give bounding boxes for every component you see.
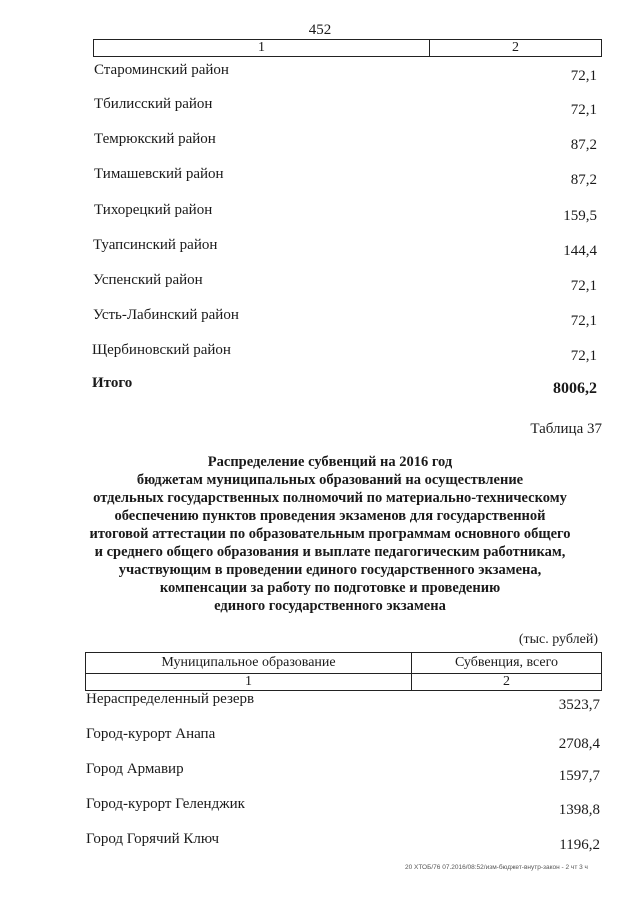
column-number-2: 2	[411, 674, 601, 690]
table-row	[0, 307, 640, 327]
municipality-name: Нераспределенный резерв	[86, 691, 255, 707]
column-number-1: 1	[258, 40, 265, 55]
title-line: единого государственного экзамена	[214, 598, 446, 614]
table-title	[60, 453, 600, 615]
title-line: отдельных государственных полномочий по материально-техническому	[93, 490, 567, 506]
district-name: Темрюкский район	[94, 131, 216, 147]
table-row	[0, 831, 640, 851]
column-header-subvention: Субвенция, всего	[411, 653, 601, 673]
table-row	[0, 237, 640, 257]
table-row	[0, 131, 640, 151]
table-row	[0, 202, 640, 222]
subvention-value: 72,1	[570, 313, 597, 329]
table-row	[0, 342, 640, 362]
district-name: Успенский район	[93, 272, 203, 288]
top-table-column-header	[93, 39, 602, 57]
district-name: Тимашевский район	[94, 166, 224, 182]
table-row	[0, 96, 640, 116]
table-row	[0, 796, 640, 816]
total-row	[0, 375, 640, 395]
district-name: Староминский район	[94, 62, 229, 78]
district-name: Тбилисский район	[94, 96, 213, 112]
subvention-value: 1196,2	[559, 837, 600, 853]
subvention-value: 72,1	[570, 348, 597, 364]
bottom-table-header	[85, 652, 602, 691]
table-row	[0, 726, 640, 752]
title-line: и среднего общего образования и выплате педагогическим работникам,	[94, 544, 566, 560]
municipality-name: Город-курорт Анапа	[86, 726, 216, 742]
district-name: Тихорецкий район	[94, 202, 213, 218]
municipality-name: Город-курорт Геленджик	[86, 796, 245, 812]
units-label: (тыс. рублей)	[518, 632, 598, 647]
column-number-row	[86, 673, 601, 690]
table-row	[0, 691, 640, 711]
table-row	[0, 272, 640, 292]
district-name: Щербиновский район	[92, 342, 231, 358]
subvention-value: 1398,8	[558, 802, 600, 818]
title-line: бюджетам муниципальных образований на осуществление	[136, 472, 524, 488]
title-line: компенсации за работу по подготовке и проведению	[159, 580, 501, 596]
table-row	[0, 761, 640, 784]
municipality-name: Город Армавир	[86, 761, 184, 777]
subvention-value: 144,4	[563, 243, 597, 259]
title-line: участвующим в проведении единого государственного экзамена,	[118, 562, 542, 578]
document-footer: 20 ХТОБ/76 07.2016/08:52/изм-бюджет-внутр-закон - 2 чт 3 ч	[405, 864, 588, 871]
district-name: Туапсинский район	[93, 237, 218, 253]
total-label: Итого	[92, 375, 133, 391]
subvention-value: 2708,4	[558, 736, 600, 752]
table-row	[0, 62, 640, 82]
subvention-value: 1597,7	[558, 768, 600, 784]
subvention-value: 87,2	[570, 172, 597, 188]
title-line: Распределение субвенций на 2016 год	[207, 454, 453, 470]
district-name: Усть-Лабинский район	[93, 307, 239, 323]
subvention-value: 87,2	[570, 137, 597, 153]
subvention-value: 72,1	[570, 102, 597, 118]
total-value: 8006,2	[553, 380, 597, 397]
header-row	[86, 653, 601, 673]
page-number: 452	[308, 22, 332, 38]
subvention-value: 72,1	[570, 278, 597, 294]
column-number-1: 1	[245, 674, 252, 689]
title-line: итоговой аттестации по образовательным программам основного общего	[89, 526, 571, 542]
subvention-value: 3523,7	[558, 697, 600, 713]
title-line: обеспечению пунктов проведения экзаменов для государственной	[114, 508, 546, 524]
table-label: Таблица 37	[530, 421, 602, 437]
column-header-municipality: Муниципальное образование	[161, 655, 336, 670]
table-row	[0, 166, 640, 186]
column-number-2: 2	[429, 40, 601, 56]
municipality-name: Город Горячий Ключ	[86, 831, 220, 847]
subvention-value: 72,1	[570, 68, 597, 84]
subvention-value: 159,5	[563, 208, 597, 224]
